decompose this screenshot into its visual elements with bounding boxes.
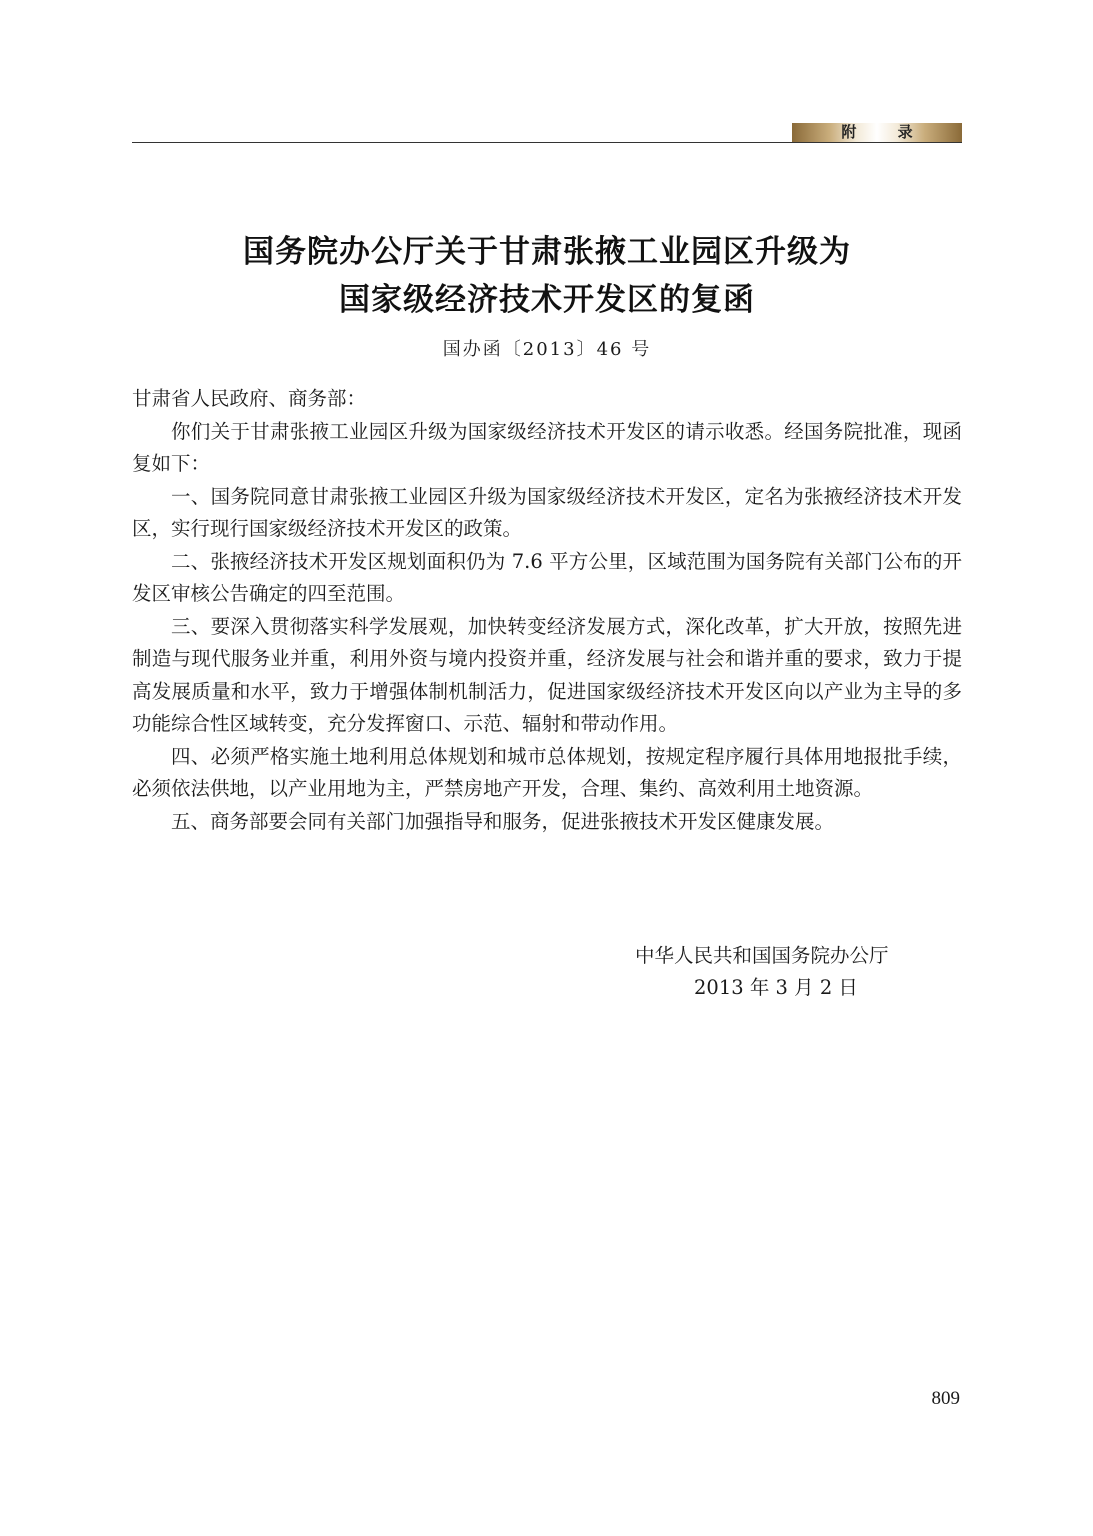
paragraph-intro: 你们关于甘肃张掖工业园区升级为国家级经济技术开发区的请示收悉。经国务院批准，现函复如下： [132,419,962,475]
header-divider [132,142,962,143]
document-body [132,383,962,838]
signature-organization: 中华人民共和国国务院办公厅 [635,944,889,967]
page-number: 809 [931,1388,960,1409]
title-line-1: 国务院办公厅关于甘肃张掖工业园区升级为 [243,234,851,270]
document-title [132,228,962,324]
salutation: 甘肃省人民政府、商务部： [132,387,367,410]
paragraph-item-2: 二、张掖经济技术开发区规划面积仍为 7.6 平方公里，区域范围为国务院有关部门公布的开发区审核公告确定的四至范围。 [132,549,962,605]
document-number: 国办函〔2013〕46 号 [442,339,652,360]
section-label: 附 录 [841,123,931,141]
paragraph-item-3: 三、要深入贯彻落实科学发展观，加快转变经济发展方式，深化改革，扩大开放，按照先进制造与现代服务业并重，利用外资与境内投资并重，经济发展与社会和谐并重的要求，致力于提高发展质量和水平，致力于增强体制机制活力，促进国家级经济技术开发区向以产业为主导的多功能综合性区域转变，充分发挥窗口、示范、辐射和带动作用。 [132,614,962,735]
signature-block [590,940,960,1004]
paragraph-item-5: 五、商务部要会同有关部门加强指导和服务，促进张掖技术开发区健康发展。 [171,809,835,833]
signature-date: 2013 年 3 月 2 日 [694,976,858,999]
paragraph-item-1: 一、国务院同意甘肃张掖工业园区升级为国家级经济技术开发区，定名为张掖经济技术开发区，实行现行国家级经济技术开发区的政策。 [132,484,962,540]
title-line-2: 国家级经济技术开发区的复函 [339,282,755,318]
paragraph-item-4: 四、必须严格实施土地利用总体规划和城市总体规划，按规定程序履行具体用地报批手续，必须依法供地，以产业用地为主，严禁房地产开发，合理、集约、高效利用土地资源。 [132,744,962,800]
